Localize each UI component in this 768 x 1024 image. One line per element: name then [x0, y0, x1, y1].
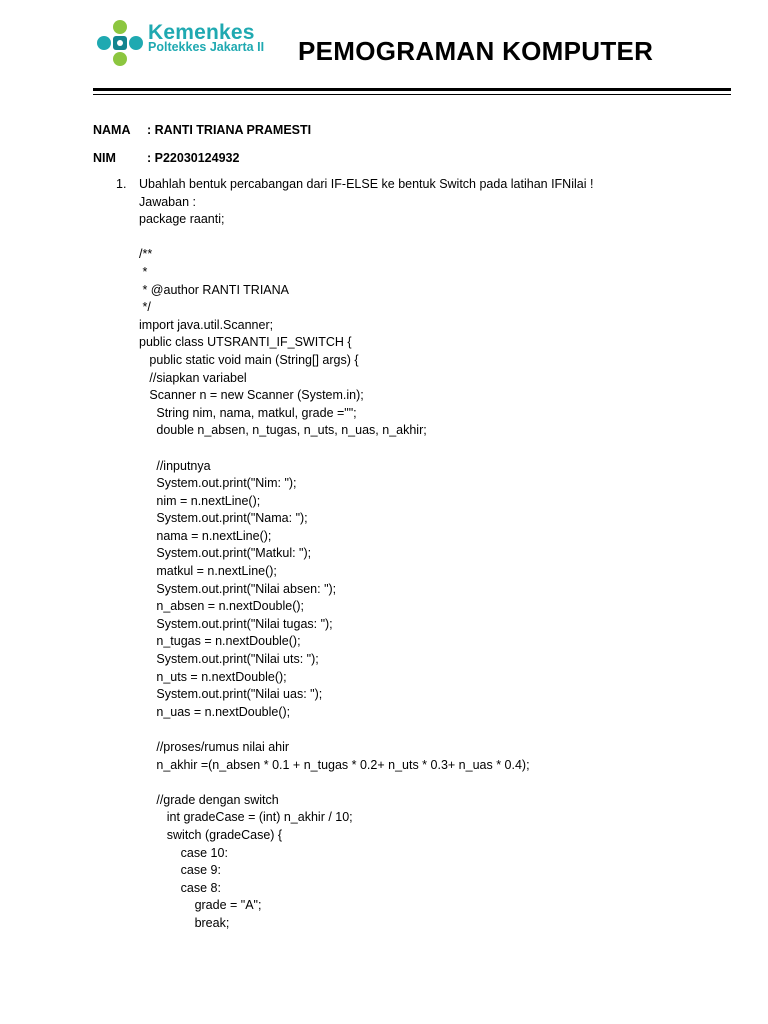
name-label: NAMA — [93, 123, 131, 137]
logo-subtitle-text: Poltekkes Jakarta II — [148, 40, 265, 54]
code-line: /** — [139, 247, 153, 262]
code-line: public class UTSRANTI_IF_SWITCH { — [139, 335, 352, 350]
code-line — [139, 440, 593, 458]
code-line: n_uas = n.nextDouble(); — [139, 704, 291, 719]
code-line — [139, 229, 593, 247]
code-line: nama = n.nextLine(); — [139, 528, 272, 543]
student-name-row — [93, 123, 311, 137]
code-line: //siapkan variabel — [139, 370, 247, 385]
code-line: n_akhir =(n_absen * 0.1 + n_tugas * 0.2+ n_uts * 0.3+ n_uas * 0.4); — [139, 757, 530, 772]
code-line: case 10: — [139, 845, 228, 860]
code-line: System.out.print("Matkul: "); — [139, 546, 312, 561]
code-line: System.out.print("Nilai absen: "); — [139, 581, 337, 596]
code-line: */ — [139, 300, 151, 315]
code-line: nim = n.nextLine(); — [139, 493, 261, 508]
code-line: case 9: — [139, 863, 221, 878]
code-line: System.out.print("Nim: "); — [139, 476, 297, 491]
code-line: String nim, nama, matkul, grade =""; — [139, 405, 357, 420]
code-line: * @author RANTI TRIANA — [139, 282, 289, 297]
code-line: * — [139, 264, 148, 279]
code-line: grade = "A"; — [139, 898, 262, 913]
code-line: int gradeCase = (int) n_akhir / 10; — [139, 810, 353, 825]
code-line: import java.util.Scanner; — [139, 317, 274, 332]
code-line: n_tugas = n.nextDouble(); — [139, 634, 301, 649]
kemenkes-logo — [95, 18, 285, 68]
nim-label: NIM — [93, 151, 116, 165]
code-line: package raanti; — [139, 212, 225, 227]
code-line: System.out.print("Nama: "); — [139, 511, 308, 526]
code-line: case 8: — [139, 880, 221, 895]
code-line — [139, 774, 593, 792]
code-line: System.out.print("Nilai uas: "); — [139, 687, 323, 702]
code-line: Scanner n = new Scanner (System.in); — [139, 388, 364, 403]
code-line: //grade dengan switch — [139, 792, 279, 807]
code-line: n_absen = n.nextDouble(); — [139, 599, 305, 614]
question-text: Ubahlah bentuk percabangan dari IF-ELSE ke bentuk Switch pada latihan IFNilai ! — [139, 177, 594, 191]
header-divider-thin — [93, 94, 731, 95]
code-line: switch (gradeCase) { — [139, 827, 283, 842]
document-title: PEMOGRAMAN KOMPUTER — [298, 36, 654, 66]
student-nim-row — [93, 151, 239, 165]
code-line: System.out.print("Nilai tugas: "); — [139, 616, 333, 631]
logo-brand-text: Kemenkes — [148, 21, 255, 44]
code-line — [139, 721, 593, 739]
code-line: matkul = n.nextLine(); — [139, 564, 277, 579]
code-line: System.out.print("Nilai uts: "); — [139, 652, 319, 667]
code-line: double n_absen, n_tugas, n_uts, n_uas, n_akhir; — [139, 423, 427, 438]
answer-label: Jawaban : — [139, 194, 196, 209]
answer-body — [139, 176, 593, 933]
header-divider-thick — [93, 88, 731, 91]
code-line: //inputnya — [139, 458, 211, 473]
code-line: public static void main (String[] args) { — [139, 352, 359, 367]
code-line: n_uts = n.nextDouble(); — [139, 669, 287, 684]
code-line: break; — [139, 915, 230, 930]
question-number: 1. — [116, 177, 127, 191]
code-line: //proses/rumus nilai ahir — [139, 740, 290, 754]
kemenkes-emblem-icon — [95, 18, 145, 68]
name-value: : RANTI TRIANA PRAMESTI — [147, 123, 312, 137]
nim-value: : P22030124932 — [147, 151, 240, 165]
